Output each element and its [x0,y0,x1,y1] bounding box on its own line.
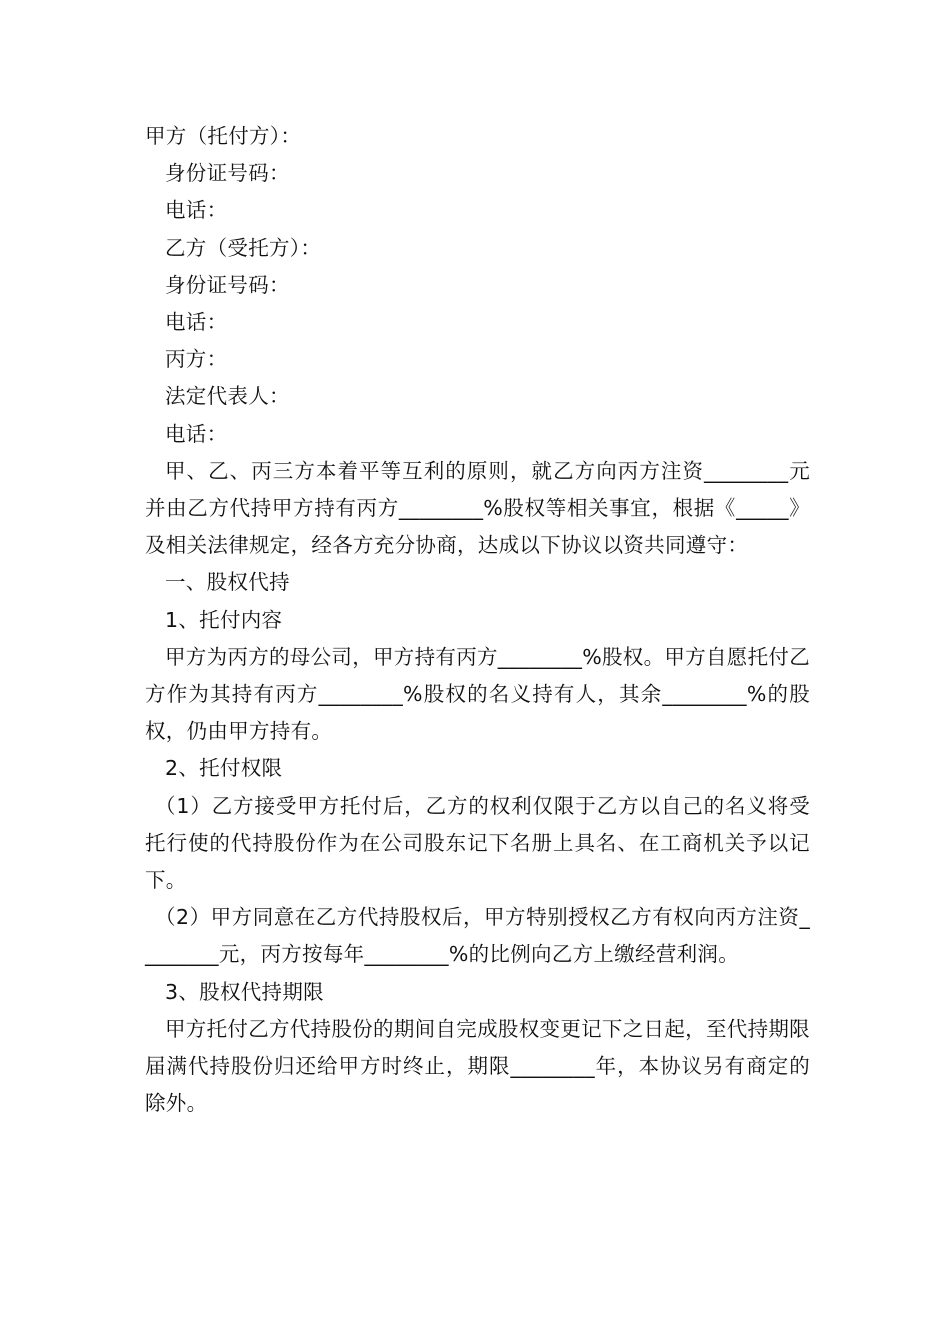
item-1-heading: 1、托付内容 [165,607,283,632]
item-2-clause-2: （2）甲方同意在乙方代持股权后，甲方特别授权乙方有权向丙方注资________元，丙方按每年________%的比例向乙方上缴经营利润。 [145,905,810,967]
section-1-heading: 一、股权代持 [165,570,290,595]
item-2-heading: 2、托付权限 [165,756,283,781]
party-b-id-label: 身份证号码： [165,272,290,297]
item-2-clause-1: （1）乙方接受甲方托付后，乙方的权利仅限于乙方以自己的名义将受托行使的代持股份作为在公司股东记下名册上具名、在工商机关予以记下。 [145,793,810,893]
party-c-rep-label: 法定代表人： [165,384,290,409]
party-b-phone-label: 电话： [165,310,228,335]
party-a-title: 甲方（托付方）： [145,124,302,148]
item-3-heading: 3、股权代持期限 [165,979,324,1004]
agreement-page [145,118,810,1122]
party-c-phone-label: 电话： [165,421,228,446]
party-a-id-label: 身份证号码： [165,161,290,186]
preamble-paragraph: 甲、乙、丙三方本着平等互利的原则，就乙方向丙方注资________元并由乙方代持甲方持有丙方________%股权等相关事宜，根据《_____》及相关法律规定，经各方充分协商，达成以下协议以资共同遵守： [145,458,810,558]
item-1-text: 甲方为丙方的母公司，甲方持有丙方________%股权。甲方自愿托付乙方作为其持有丙方________%股权的名义持有人，其余________%的股权，仍由甲方持有。 [145,644,810,744]
party-b-title: 乙方（受托方）： [165,235,322,260]
party-c-title: 丙方： [165,347,228,372]
party-a-phone-label: 电话： [165,198,228,223]
item-3-text: 甲方托付乙方代持股份的期间自完成股权变更记下之日起，至代持期限届满代持股份归还给甲方时终止，期限________年，本协议另有商定的除外。 [145,1016,810,1116]
